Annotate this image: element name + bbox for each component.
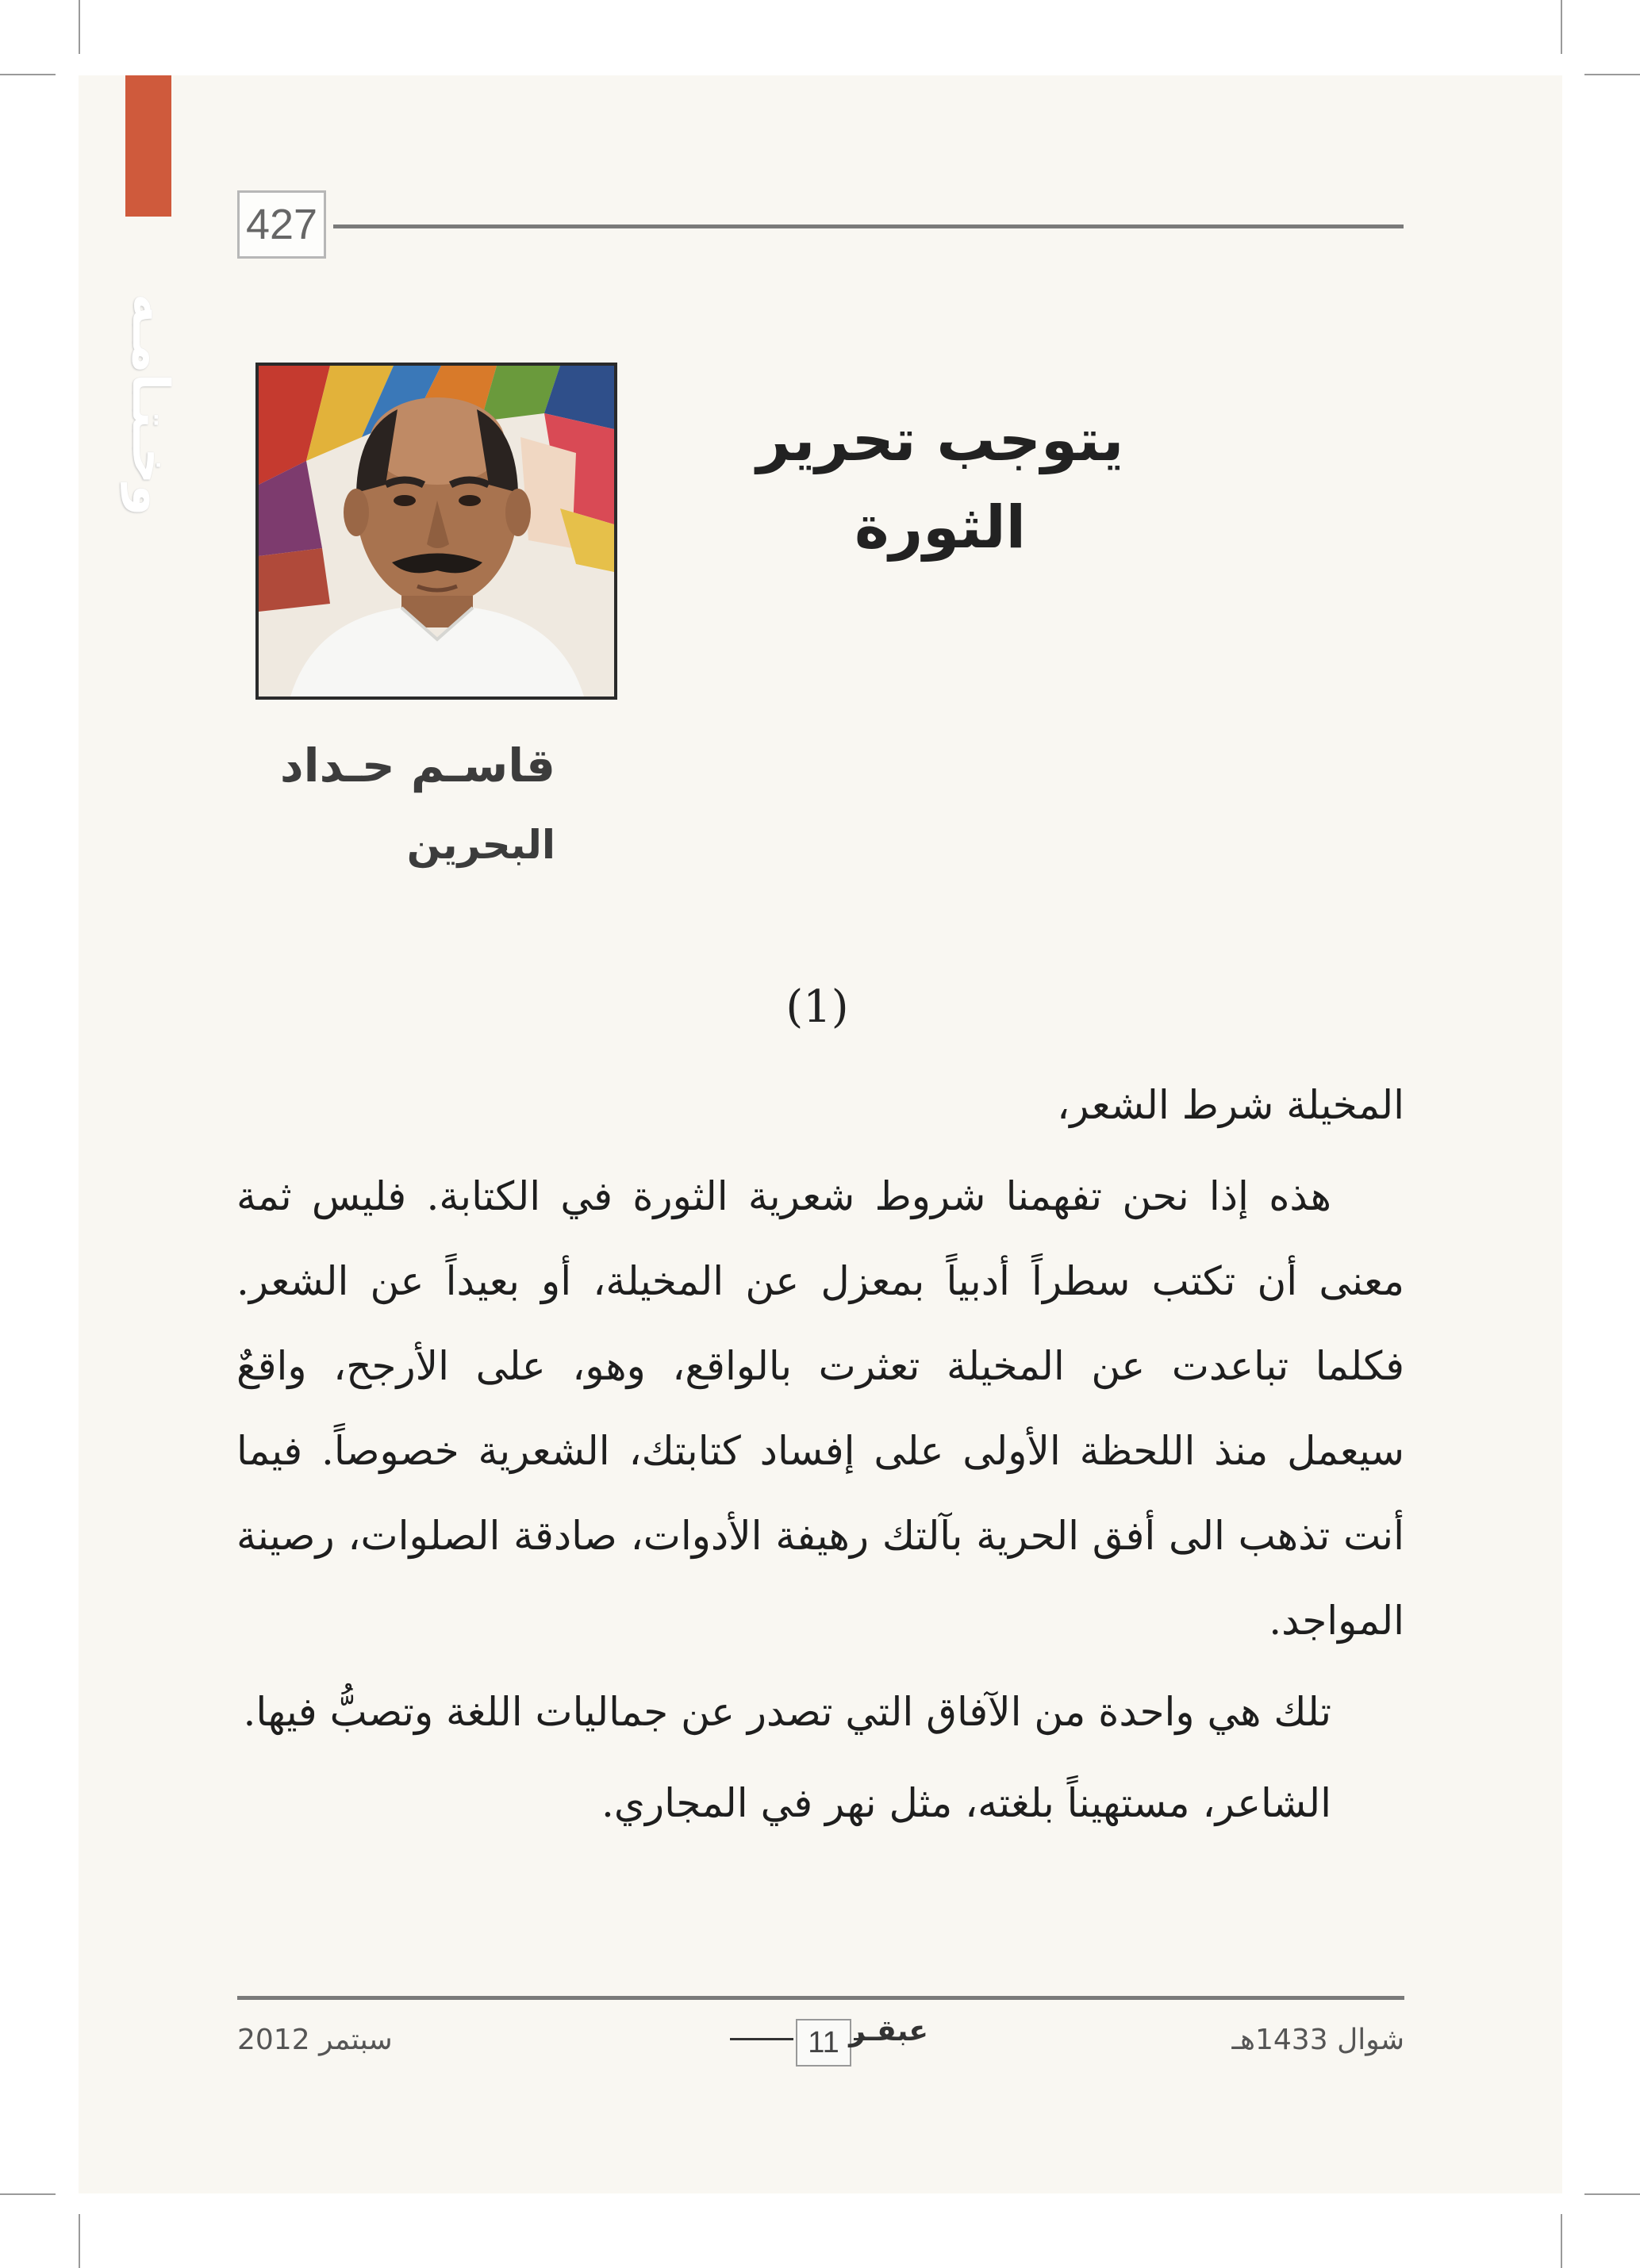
author-country: البحرين: [406, 822, 555, 868]
crop-mark: [0, 74, 56, 75]
header-rule: [333, 224, 1404, 228]
body-paragraph: المخيلة شرط الشعر،: [1057, 1082, 1404, 1128]
footer-hijri-date: شوال 1433هـ: [1231, 2024, 1404, 2056]
crop-mark: [79, 2214, 80, 2268]
issue-number-box: 427: [237, 190, 326, 259]
footer-rule: [237, 1996, 1404, 2000]
article-body: [236, 1063, 1404, 1936]
crop-mark: [0, 2193, 56, 2195]
body-paragraph: تلك هي واحدة من الآفاق التي تصدر عن جماليات اللغة وتصبُّ فيها.: [243, 1689, 1331, 1735]
section-accent-bar: [125, 75, 171, 217]
crop-mark: [79, 0, 80, 54]
crop-mark: [1561, 2214, 1562, 2268]
article-title: يتوجب تحرير الثورة: [756, 406, 1124, 562]
logo-line: [730, 2038, 793, 2040]
author-name: قاسـم حـداد: [279, 739, 555, 792]
footer-gregorian-date: سبتمر 2012: [237, 2024, 393, 2056]
crop-mark: [1561, 0, 1562, 54]
crop-mark: [1584, 74, 1640, 75]
section-side-title: وخـتـامـه: [121, 293, 179, 516]
author-photo: [255, 363, 617, 700]
section-number: (1): [785, 981, 849, 1033]
page-number: 11: [796, 2019, 851, 2067]
crop-mark: [1584, 2193, 1640, 2195]
body-paragraph: الشاعر، مستهيناً بلغته، مثل نهر في المجاري.: [601, 1780, 1331, 1826]
author-portrait-image: [259, 366, 614, 697]
body-paragraph: هذه إذا نحن تفهمنا شروط شعرية الثورة في الكتابة. فليس ثمة معنى أن تكتب سطراً أدبياً بمعزل عن المخيلة، أو بعيداً عن الشعر. فكلما تباعدت عن المخيلة تعثرت بالواقع، وهو، على الأرجح، واقعٌ سيعمل منذ اللحظة الأولى على إفساد كتابتك، الشعرية خصوصاً. فيما أنت تذهب الى أفق الحرية بآلتك رهيفة الأدوات، صادقة الصلوات، رصينة المواجد.: [236, 1173, 1404, 1644]
footer-magazine-logo: [730, 2009, 944, 2071]
magazine-name: عبقـر: [849, 2015, 928, 2047]
